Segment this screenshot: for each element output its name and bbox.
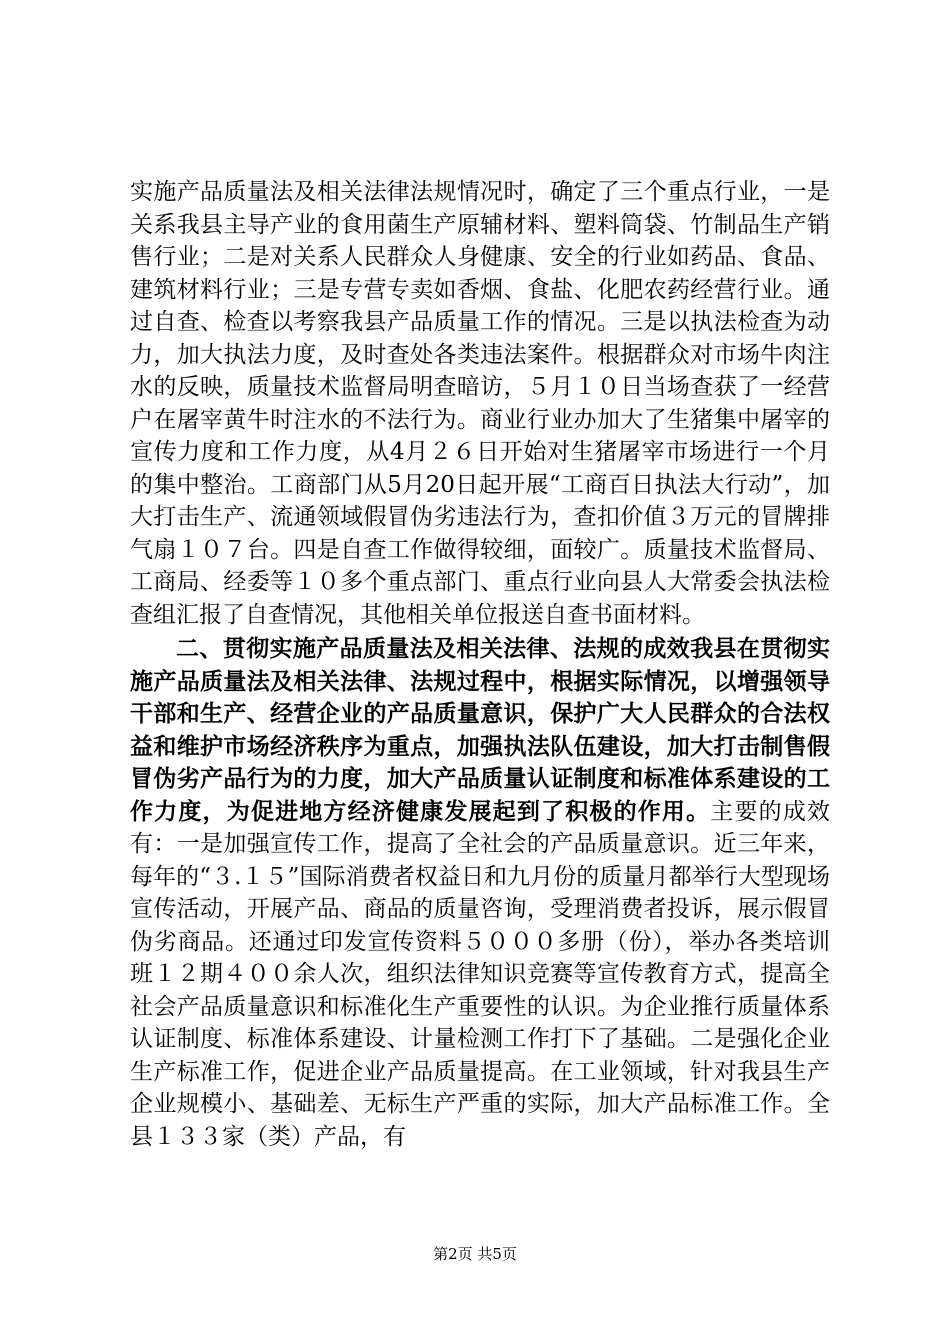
document-body bbox=[130, 176, 830, 1153]
paragraph-2-bold-heading: 二、贯彻实施产品质量法及相关法律、法规的成效我县在贯彻实施产品质量法及相关法律、法规过程中，根据实际情况，以增强领导干部和生产、经营企业的产品质量意识，保护广大人民群众的合法权益和维护市场经济秩序为重点，加强执法队伍建设，加大打击制售假冒伪劣产品行为的力度，加大产品质量认证制度和标准体系建设的工作力度，为促进地方经济健康发展起到了积极的作用。 bbox=[130, 635, 830, 825]
paragraph-2-body: 主要的成效有：一是加强宣传工作，提高了全社会的产品质量意识。近三年来，每年的“３.１５”国际消费者权益日和九月份的质量月都举行大型现场宣传活动，开展产品、商品的质量咨询，受理消费者投诉，展示假冒伪劣商品。还通过印发宣传资料５０００多册（份），举办各类培训班１２期４００余人次，组织法律知识竞赛等宣传教育方式，提高全社会产品质量意识和标准化生产重要性的认识。为企业推行质量体系认证制度、标准体系建设、计量检测工作打下了基础。二是强化企业生产标准工作，促进企业产品质量提高。在工业领域，针对我县生产企业规模小、基础差、无标生产严重的实际，加大产品标准工作。全县１３３家（类）产品，有 bbox=[130, 798, 831, 1150]
paragraph-2 bbox=[130, 633, 830, 1153]
page-footer: 第2页 共5页 bbox=[433, 1245, 517, 1263]
paragraph-1: 实施产品质量法及相关法律法规情况时，确定了三个重点行业，一是关系我县主导产业的食用菌生产原辅材料、塑料筒袋、竹制品生产销售行业；二是对关系人民群众人身健康、安全的行业如药品、食品、建筑材料行业；三是专营专卖如香烟、食盐、化肥农药经营行业。通过自查、检查以考察我县产品质量工作的情况。三是以执法检查为动力，加大执法力度，及时查处各类违法案件。根据群众对市场牛肉注水的反映，质量技术监督局明查暗访，５月１０日当场查获了一经营户在屠宰黄牛时注水的不法行为。商业行业办加大了生猪集中屠宰的宣传力度和工作力度，从4月２６日开始对生猪屠宰市场进行一个月的集中整治。工商部门从5月20日起开展“工商百日执法大行动”，加大打击生产、流通领域假冒伪劣违法行为，查扣价值３万元的冒牌排气扇１０７台。四是自查工作做得较细，面较广。质量技术监督局、工商局、经委等１０多个重点部门、重点行业向县人大常委会执法检查组汇报了自查情况，其他相关单位报送自查书面材料。 bbox=[130, 179, 830, 628]
